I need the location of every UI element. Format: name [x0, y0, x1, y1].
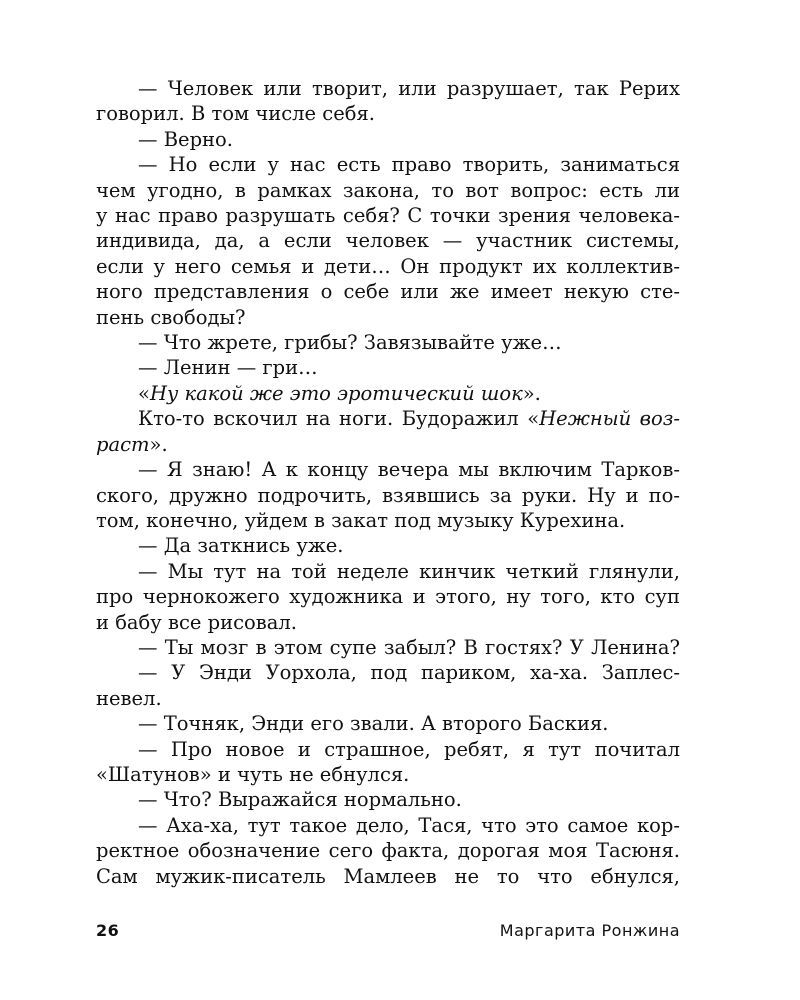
text-line: Сам мужик-писатель Мамлеев не то что ебнулся,: [96, 864, 680, 888]
body-text: [96, 76, 680, 889]
text-line: — Точняк, Энди его звали. А второго Баския.: [138, 712, 609, 736]
text-line: — Что? Выражайся нормально.: [138, 788, 462, 812]
italic-title: Нежный воз-: [539, 407, 680, 431]
text-line: — Ты мозг в этом супе забыл? В гостях? У Ленина?: [138, 635, 680, 659]
text-line: — Я знаю! А к концу вечера мы включим Тарков-: [138, 458, 680, 482]
text-line: — Ленин — гри…: [138, 356, 318, 380]
text-line: — Аха-ха, тут такое дело, Тася, что это самое кор-: [138, 813, 680, 837]
page-footer: [96, 921, 680, 945]
text-fragment: Кто-то вскочил на ноги. Будоражил «: [138, 407, 540, 431]
text-line: у нас право разрушать себя? С точки зрения человека-: [96, 204, 680, 228]
text-line: — Мы тут на той неделе кинчик четкий глянули,: [138, 559, 680, 583]
text-line: — Что жрете, грибы? Завязывайте уже…: [138, 331, 562, 355]
text-fragment: ».: [149, 432, 168, 456]
text-line: «Шатунов» и чуть не ебнулся.: [96, 762, 410, 786]
text-line: — Но если у нас есть право творить, заниматься: [138, 153, 680, 177]
text-line: [96, 381, 680, 406]
text-line: и бабу все рисовал.: [96, 610, 297, 634]
text-line: ского, дружно подрочить, взявшись за руки. Ну и по-: [96, 483, 680, 507]
text-line: — Про новое и страшное, ребят, я тут почитал: [138, 737, 680, 761]
text-line: про чернокожего художника и этого, ну того, кто суп: [96, 585, 680, 609]
text-line: [96, 432, 680, 457]
text-line: ректное обозначение сего факта, дорогая моя Тасюня.: [96, 839, 680, 863]
text-line: ного представления о себе или же имеет некую сте-: [96, 280, 680, 304]
author-name: Маргарита Ронжина: [499, 921, 680, 940]
text-line: — Человек или творит, или разрушает, так Рерих: [138, 77, 680, 100]
text-line: — Да заткнись уже.: [138, 534, 344, 558]
text-line: говорил. В том числе себя.: [96, 102, 375, 126]
quote-open: «: [138, 381, 150, 405]
quote-close: ».: [522, 381, 541, 405]
italic-title: раст: [96, 432, 150, 456]
text-line: том, конечно, уйдем в закат под музыку Курехина.: [96, 508, 626, 532]
text-line: — У Энди Уорхола, под париком, ха-ха. Заплес-: [138, 661, 680, 685]
italic-quote: Ну какой же это эротический шок: [149, 381, 523, 405]
text-line: невел.: [96, 686, 162, 710]
text-line: пень свободы?: [96, 305, 246, 329]
text-line: индивида, да, а если человек — участник системы,: [96, 229, 680, 253]
text-line: [96, 406, 680, 431]
text-line: если у него семья и дети… Он продукт их коллектив-: [96, 254, 680, 278]
page-number: 26: [96, 921, 120, 940]
text-line: чем угодно, в рамках закона, то вот вопрос: есть ли: [96, 178, 680, 202]
text-line: — Верно.: [138, 127, 233, 151]
